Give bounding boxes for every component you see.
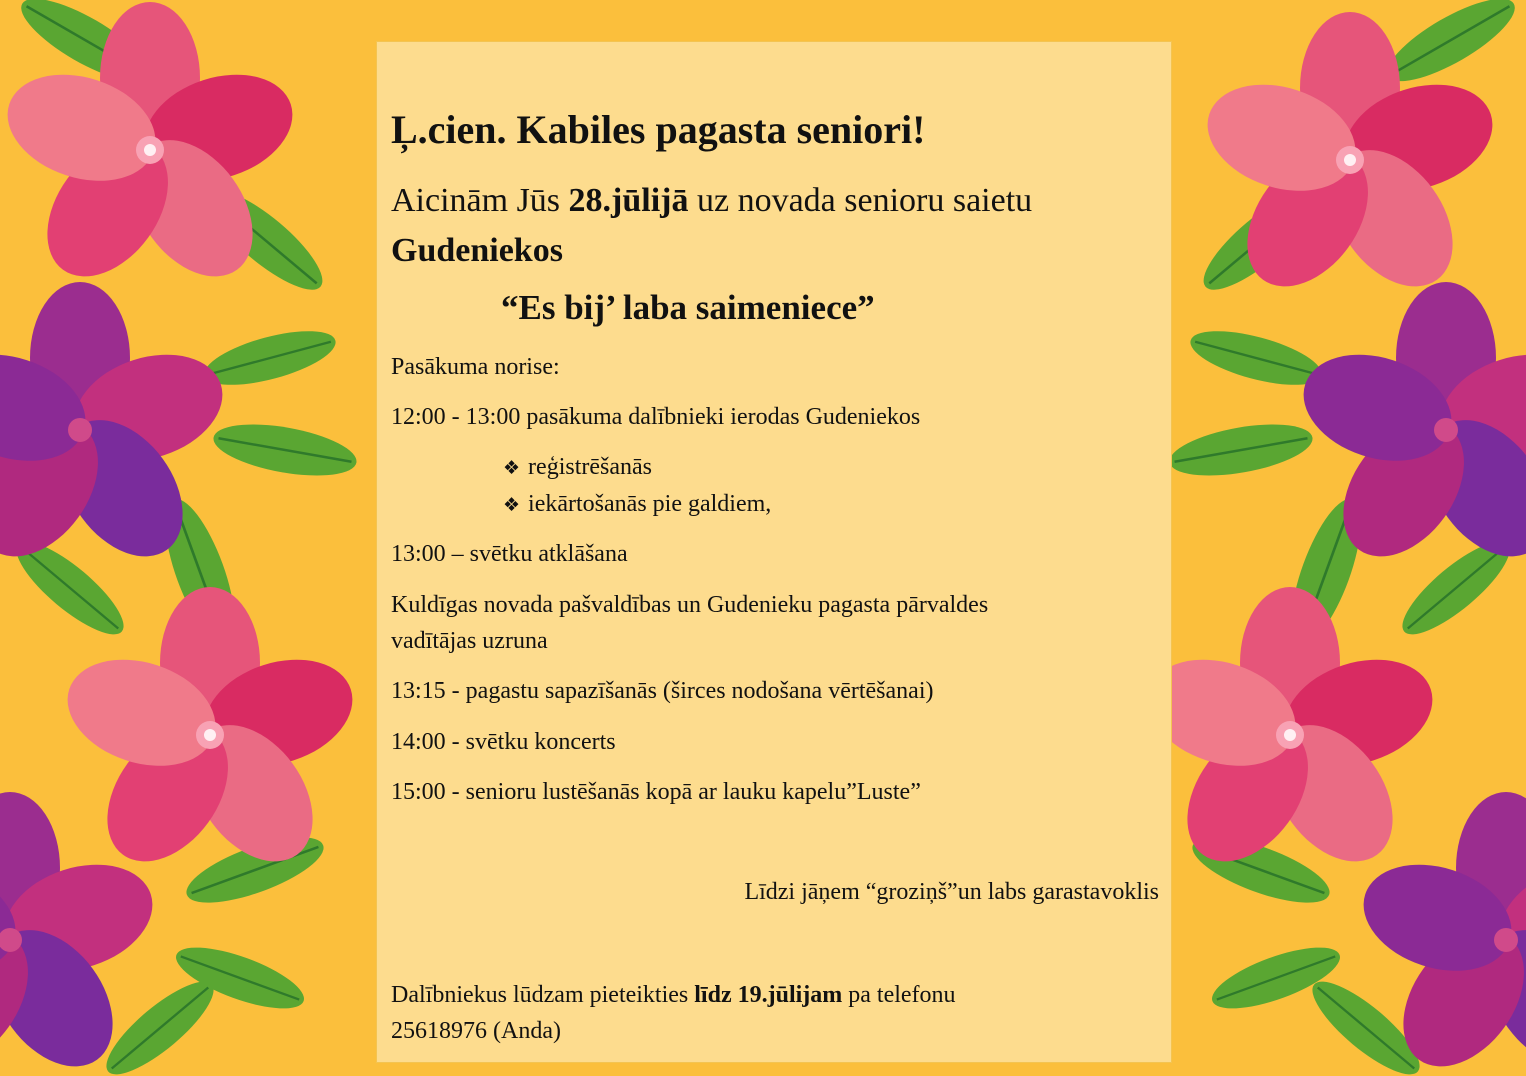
invite-text-after: uz novada senioru saietu [688, 182, 1033, 219]
flower-decoration-right [1146, 0, 1526, 1076]
program-item: 13:15 - pagastu sapazīšanās (širces nodošana vērtēšanai) [391, 678, 934, 704]
program-item: 12:00 - 13:00 pasākuma dalībnieki ierodas Gudeniekos [391, 404, 921, 430]
program-sub-item: ❖ iekārtošanās pie galdiem, [503, 491, 772, 517]
program-item: 13:00 – svētku atklāšana [391, 541, 628, 567]
invitation-panel [376, 41, 1172, 1063]
program-sub-item: ❖ reģistrēšanās [503, 454, 652, 480]
registration-deadline: līdz 19.jūlijam [694, 982, 843, 1008]
registration-phone: 25618976 (Anda) [391, 1018, 561, 1044]
pink-flower-icon [54, 587, 366, 884]
invite-text-before: Aicinām Jūs [391, 182, 569, 219]
flower-decoration-left [0, 0, 380, 1076]
diamond-bullet-icon: ❖ [503, 457, 521, 479]
program-item: vadītājas uzruna [391, 628, 548, 654]
event-title: “Es bij’ laba saimeniece” [501, 288, 875, 327]
bring-note: Līdzi jāņem “groziņš”un labs garastavoklis [744, 879, 1159, 905]
registration-note: Dalībniekus lūdzam pieteikties līdz 19.jūlijam pa telefonu [391, 982, 956, 1008]
event-place: Gudeniekos [391, 232, 563, 269]
program-item: 15:00 - senioru lustēšanās kopā ar lauku kapelu”Luste” [391, 779, 921, 805]
greeting-heading: Ļ.cien. Kabiles pagasta seniori! [391, 107, 926, 152]
diamond-bullet-icon: ❖ [503, 494, 521, 516]
program-item: 14:00 - svētku koncerts [391, 729, 616, 755]
program-item: Kuldīgas novada pašvaldības un Gudenieku pagasta pārvaldes [391, 592, 989, 618]
pink-flower-icon [1146, 587, 1446, 884]
event-date: 28.jūlijā [568, 182, 689, 219]
program-heading: Pasākuma norise: [391, 354, 560, 380]
invitation-text [391, 176, 1032, 276]
